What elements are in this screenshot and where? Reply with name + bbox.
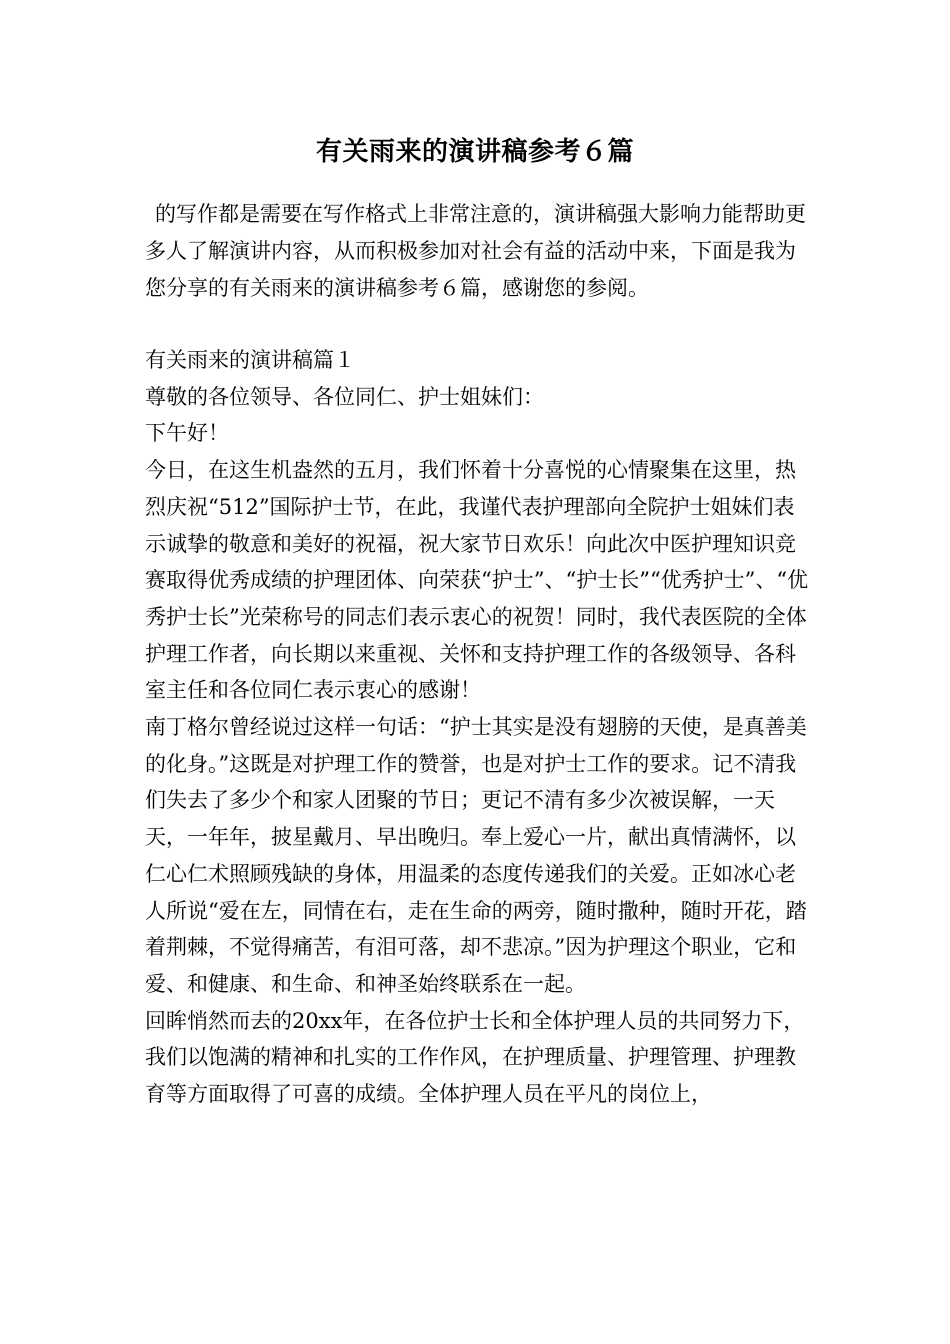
intro-paragraph: 的写作都是需要在写作格式上非常注意的，演讲稿强大影响力能帮助更多人了解演讲内容，从而积极参加对社会有益的活动中来，下面是我为您分享的有关雨来的演讲稿参考６篇，感谢您的参阅。 [145, 202, 806, 300]
body-paragraph: 今日，在这生机盎然的五月，我们怀着十分喜悦的心情聚集在这里，热烈庆祝“512”国际护士节，在此，我谨代表护理部向全院护士姐妹们表示诚挚的敬意和美好的祝福，祝大家节日欢乐！向此次中医护理知识竞赛取得优秀成绩的护理团体、向荣获“护士”、“护士长”“优秀护士”、“优秀护士长”光荣称号的同志们表示衷心的祝贺！同时，我代表医院的全体护理工作者，向长期以来重视、关怀和支持护理工作的各级领导、各科室主任和各位同仁表示衷心的感谢！ [145, 458, 809, 703]
greeting: 下午好！ [145, 421, 229, 446]
salutation: 尊敬的各位领导、各位同仁、护士姐妹们： [145, 384, 544, 409]
document-body [145, 342, 815, 1113]
body-paragraph: 回眸悄然而去的20xx年，在各位护士长和全体护理人员的共同努力下，我们以饱满的精神和扎实的工作作风，在护理质量、护理管理、护理教育等方面取得了可喜的成绩。全体护理人员在平凡的岗位上， [145, 1008, 805, 1107]
body-paragraph: 南丁格尔曾经说过这样一句话：“护士其实是没有翅膀的天使，是真善美的化身。”这既是对护理工作的赞誉，也是对护士工作的要求。记不清我们失去了多少个和家人团聚的节日；更记不清有多少次被误解，一天天，一年年，披星戴月、早出晚归。奉上爱心一片，献出真情满怀，以仁心仁术照顾残缺的身体，用温柔的态度传递我们的关爱。正如冰心老人所说“爱在左，同情在右，走在生命的两旁，随时撒种，随时开花，踏着荆棘，不觉得痛苦，有泪可落，却不悲凉。”因为护理这个职业，它和爱、和健康、和生命、和神圣始终联系在一起。 [145, 715, 807, 996]
document-title: 有关雨来的演讲稿参考６篇 [315, 137, 634, 167]
section-heading: 有关雨来的演讲稿篇１ [145, 348, 355, 372]
